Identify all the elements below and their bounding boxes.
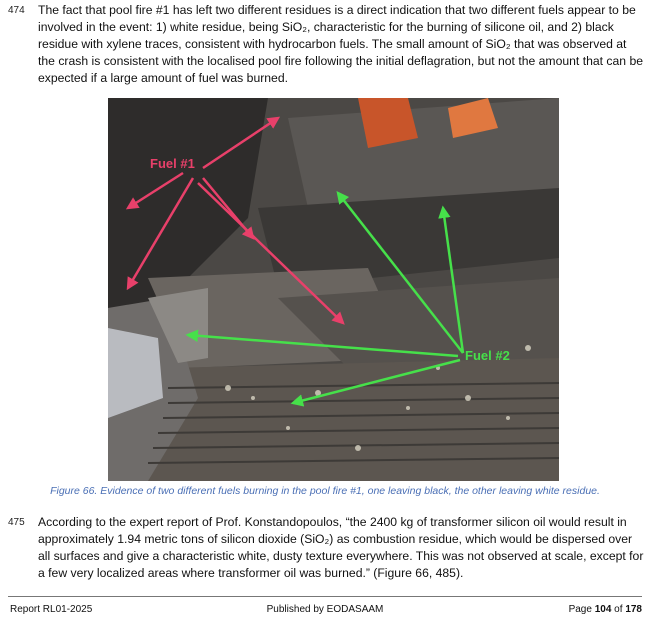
footer-divider <box>8 596 642 597</box>
paragraph-475 <box>8 514 644 582</box>
paragraph-text: The fact that pool fire #1 has left two different residues is a direct indication that two different fuels appear to be involved in the event: 1) white residue, being SiO₂, characteristic for the burning of silicone oil, and 2) black residue with xylene traces, consistent with hydrocarbon fuels. The small amount of SiO₂ that was observed at the crash is consistent with the localised pool fire following the initial deflagration, but not the amount that can be expected if a large amount of fuel was burned. <box>38 3 643 85</box>
wreckage-photo <box>108 98 559 481</box>
paragraph-number: 475 <box>8 517 25 528</box>
publisher: Published by EODASAAM <box>266 604 384 615</box>
figure-caption: Figure 66. Evidence of two different fuels burning in the pool fire #1, one leaving black, the other leaving white residue. <box>50 485 600 497</box>
fuel2-label: Fuel #2 <box>465 348 510 363</box>
report-id: Report RL01-2025 <box>10 604 93 615</box>
figure-photo <box>108 98 559 481</box>
fuel1-label: Fuel #1 <box>150 156 195 171</box>
page-number: Page 104 of 178 <box>568 604 642 615</box>
paragraph-text: According to the expert report of Prof. Konstandopoulos, “the 2400 kg of transformer silicon oil would result in approximately 1.94 metric tons of silicon dioxide (SiO₂) as combustion residue, which would be dispersed over all surfaces and give a characteristic white, dusty texture everywhere. This was not observed at scale, except for a few very localized areas where transformer oil was burned.” (Figure 66, 485). <box>38 515 644 580</box>
paragraph-number: 474 <box>8 5 25 16</box>
paragraph-474 <box>8 2 644 87</box>
